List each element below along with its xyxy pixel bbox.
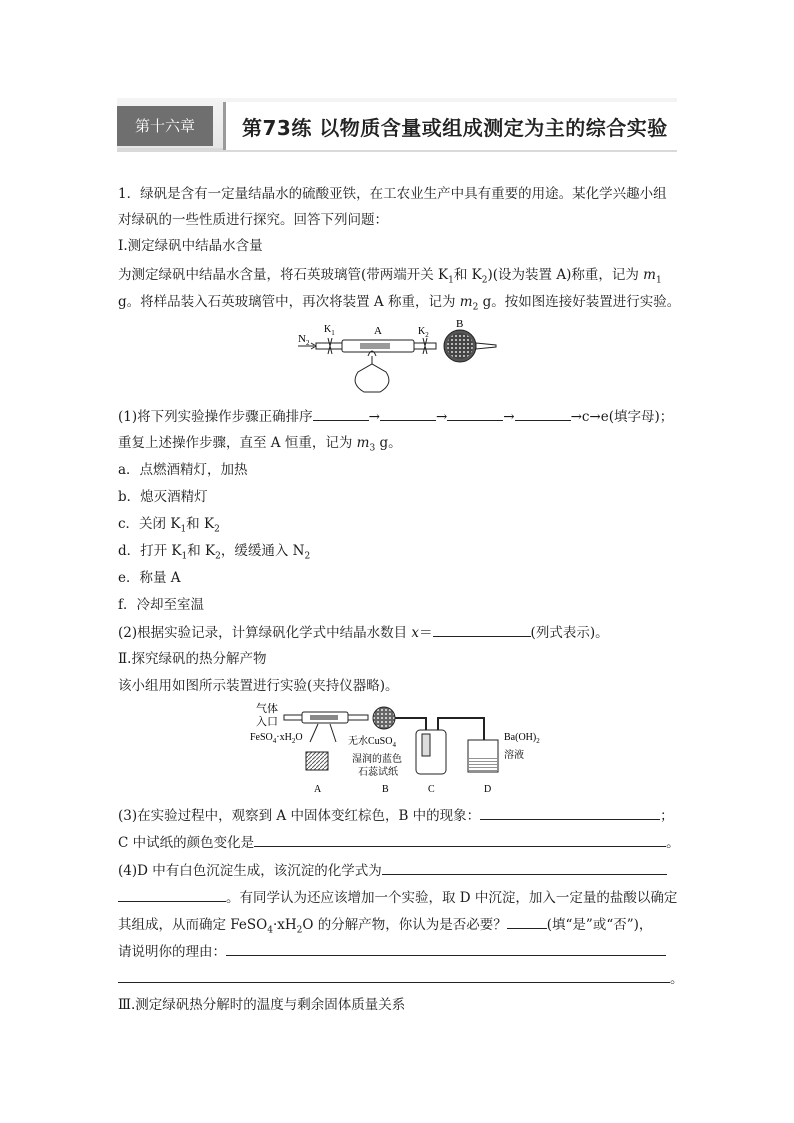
part1-title: Ⅰ.测定绿矾中结晶水含量 <box>118 238 263 254</box>
label-c: C <box>428 784 435 795</box>
label-a: A <box>314 784 322 795</box>
text: )(设为装置 A)称重，记为 <box>487 267 644 283</box>
step4-line4 <box>118 941 666 962</box>
symbol-m: m <box>356 435 370 451</box>
option-d <box>118 541 310 567</box>
baoh2-label: $Ba(OH)_2$ <box>504 732 540 745</box>
step4-line3 <box>118 914 652 941</box>
answer-blank[interactable] <box>118 887 226 902</box>
paper-label-1: 湿润的蓝色 <box>352 754 402 765</box>
symbol-m: m <box>459 294 473 310</box>
text: (4)D 中有白色沉淀生成，该沉淀的化学式为 <box>118 863 382 879</box>
option-b: b．熄灭酒精灯 <box>118 489 208 505</box>
symbol-m: m <box>643 267 656 283</box>
arrow: → <box>435 409 448 425</box>
answer-blank[interactable] <box>313 406 369 421</box>
text: g。将样品装入石英玻璃管中，再次将装置 A 称重，记为 <box>118 294 460 310</box>
answer-blank[interactable] <box>447 406 503 421</box>
n2-label: $N_2$ <box>298 333 310 347</box>
subscript: 2 <box>215 551 221 562</box>
answer-blank[interactable] <box>118 968 670 983</box>
apparatus-figure-2 <box>248 700 568 798</box>
gas-inlet-label-2: 入口 <box>256 716 278 728</box>
step3-line2 <box>118 832 680 853</box>
answer-blank[interactable] <box>380 406 436 421</box>
arrow: → <box>503 409 515 425</box>
step1-line2 <box>118 433 402 459</box>
step4-line2 <box>118 887 677 908</box>
option-a: a．点燃酒精灯，加热 <box>118 462 248 478</box>
flame <box>310 724 336 742</box>
inlet-tube <box>284 715 302 720</box>
outlet-tip <box>476 343 496 349</box>
text: 和 K <box>186 516 215 532</box>
text: (填“是”或“否”)， <box>546 917 653 933</box>
alcohol-lamp <box>355 364 389 392</box>
k1-label: $K_1$ <box>324 324 335 337</box>
text: 重复上述操作步骤，直至 A 恒重，记为 <box>118 435 357 451</box>
chapter-tag: 第十六章 <box>117 106 213 146</box>
subscript: 2 <box>296 925 303 936</box>
text: 。 <box>670 971 684 987</box>
apparatus-figure-1 <box>290 318 510 398</box>
text: g。 <box>375 435 402 451</box>
text: 。 <box>666 835 680 851</box>
part2-title: Ⅱ.探究绿矾的热分解产物 <box>118 651 267 667</box>
text: c．关闭 K <box>118 516 181 532</box>
subscript: 1 <box>448 275 454 286</box>
text: c→e(填字母)； <box>581 409 674 425</box>
label-d: D <box>484 784 492 795</box>
bottle-c <box>416 730 446 774</box>
text: d．打开 K <box>118 543 182 559</box>
text: O 的分解产物，你认为是否必要？ <box>302 917 507 933</box>
tube-bc <box>395 718 426 730</box>
option-c <box>118 514 220 540</box>
subscript: 3 <box>369 443 376 454</box>
step4-line1 <box>118 860 667 881</box>
gas-inlet-label: 气体 <box>256 703 278 715</box>
cuso4-label: 无水CuSO$_4$ <box>348 736 396 749</box>
subscript: 2 <box>304 551 311 562</box>
part3-title: Ⅲ.测定绿矾热分解时的温度与剩余固体质量关系 <box>118 997 406 1013</box>
answer-blank[interactable] <box>254 832 666 847</box>
text: 和 K <box>453 267 482 283</box>
part2-para: 该小组用如图所示装置进行实验(夹持仪器略)。 <box>118 678 399 694</box>
q1-intro-line2: 对绿矾的一些性质进行探究。回答下列问题： <box>118 212 388 228</box>
paper-label-2: 石蕊试纸 <box>358 767 398 778</box>
connector <box>348 715 368 720</box>
text: ＝ <box>419 625 433 641</box>
lamp-base-a <box>306 752 328 770</box>
sample <box>360 343 390 349</box>
subscript: 1 <box>655 275 662 286</box>
a-label: A <box>374 325 382 337</box>
baoh2-solution <box>469 756 497 771</box>
text: 请说明你的理由： <box>118 944 226 960</box>
subscript: 2 <box>472 302 479 313</box>
answer-blank[interactable] <box>507 914 547 929</box>
solution-label: 溶液 <box>504 750 524 761</box>
answer-blank[interactable] <box>382 860 667 875</box>
part1-para-line2 <box>118 292 680 318</box>
litmus-paper <box>422 734 430 756</box>
feso4-label: $FeSO_4\cdot xH_2O$ <box>250 732 303 745</box>
answer-blank[interactable] <box>226 941 666 956</box>
subscript: 2 <box>214 524 220 535</box>
option-f: f．冷却至室温 <box>118 597 204 613</box>
subscript: 4 <box>267 925 273 936</box>
text: (1)将下列实验操作步骤正确排序 <box>118 409 313 425</box>
text: (3)在实验过程中，观察到 A 中固体变红棕色，B 中的现象： <box>118 808 481 824</box>
text: g。按如图连接好装置进行实验。 <box>478 294 681 310</box>
arrow: → <box>570 409 582 425</box>
answer-blank[interactable] <box>515 406 571 421</box>
label-b: B <box>382 784 389 795</box>
b-label: B <box>456 318 464 330</box>
answer-blank[interactable] <box>480 805 660 820</box>
symbol-x: x <box>411 625 420 641</box>
text: 。有同学认为还应该增加一个实验，取 D 中沉淀，加入一定量的盐酸以确定 <box>226 890 678 906</box>
text: 和 K <box>187 543 216 559</box>
text: ； <box>660 808 674 824</box>
step3-line1 <box>118 805 674 826</box>
text: ，缓缓通入 N <box>220 543 305 559</box>
subscript: 1 <box>181 551 188 562</box>
text: (2)根据实验记录，计算绿矾化学式中结晶水数目 <box>118 625 412 641</box>
feso4-sample <box>310 715 338 720</box>
text: (列式表示)。 <box>530 625 609 641</box>
title-box <box>223 102 680 150</box>
subscript: 1 <box>180 524 187 535</box>
cuso4-bulb-b <box>373 707 395 729</box>
step4-line5 <box>118 968 684 989</box>
text: 其组成，从而确定 FeSO <box>118 917 268 933</box>
step1-line1 <box>118 406 673 427</box>
step2-line <box>118 622 609 643</box>
part1-para-line1 <box>118 265 662 291</box>
page-title: 第73练 以物质含量或组成测定为主的综合实验 <box>242 116 668 140</box>
answer-blank[interactable] <box>433 622 531 637</box>
arrow: → <box>368 409 380 425</box>
text: 为测定绿矾中结晶水含量，将石英玻璃管(带两端开关 K <box>118 267 449 283</box>
option-e: e．称量 A <box>118 570 181 586</box>
subscript: 2 <box>481 275 488 286</box>
q1-intro-line1: 1．绿矾是含有一定量结晶水的硫酸亚铁，在工农业生产中具有重要的用途。某化学兴趣小组 <box>118 186 667 202</box>
bulb-fill <box>447 333 473 359</box>
text: ·xH <box>272 917 297 933</box>
k2-label: $K_2$ <box>418 326 429 339</box>
chapter-header <box>117 98 677 148</box>
text: C 中试纸的颜色变化是 <box>118 835 255 851</box>
